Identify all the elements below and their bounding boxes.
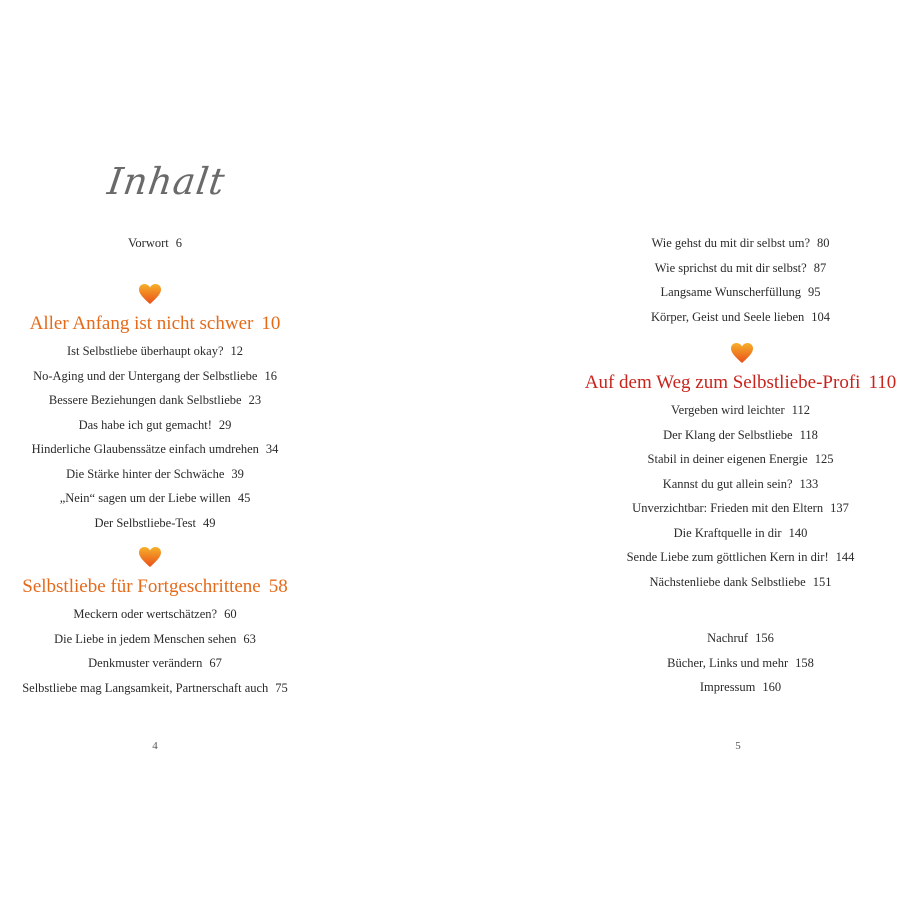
- toc-entry[interactable]: [568, 476, 913, 492]
- toc-entry[interactable]: [0, 343, 310, 359]
- toc-entry[interactable]: [0, 631, 310, 647]
- toc-entry[interactable]: [568, 235, 913, 251]
- entry-label: Ist Selbstliebe überhaupt okay?: [66, 344, 224, 358]
- toc-entry[interactable]: [0, 466, 310, 482]
- entry-page: 118: [799, 427, 818, 442]
- entry-page: 112: [791, 403, 810, 417]
- entry-label: Nächstenliebe dank Selbstliebe: [649, 574, 806, 589]
- section-heading-3[interactable]: [568, 372, 913, 394]
- toc-entry[interactable]: [0, 417, 310, 433]
- entry-page: 6: [175, 236, 182, 250]
- section-title: Auf dem Weg zum Selbstliebe-Profi: [584, 372, 861, 393]
- entry-label: Körper, Geist und Seele lieben: [650, 309, 805, 324]
- entry-label: Stabil in deiner eigenen Energie: [647, 452, 808, 466]
- entry-page: 60: [224, 607, 237, 621]
- entry-label: „Nein“ sagen um der Liebe willen: [59, 491, 231, 505]
- entry-label: Sende Liebe zum göttlichen Kern in dir!: [626, 550, 829, 564]
- entry-label: Kannst du gut allein sein?: [662, 476, 793, 491]
- entry-page: 160: [762, 680, 782, 694]
- entry-label: Die Kraftquelle in dir: [673, 525, 782, 540]
- entry-page: 34: [265, 442, 279, 456]
- section-title: Selbstliebe für Fortgeschrittene: [22, 576, 261, 597]
- toc-entry[interactable]: [568, 309, 913, 325]
- section-title: Aller Anfang ist nicht schwer: [29, 313, 254, 334]
- entry-label: Wie sprichst du mit dir selbst?: [654, 260, 807, 275]
- entry-label: Der Selbstliebe-Test: [94, 515, 197, 530]
- entry-label: No-Aging und der Untergang der Selbstliebe: [33, 368, 258, 383]
- entry-page: 23: [248, 393, 262, 407]
- toc-entry[interactable]: [568, 260, 913, 276]
- toc-entry[interactable]: [568, 574, 913, 590]
- entry-label: Denkmuster verändern: [88, 656, 203, 670]
- entry-page: 125: [814, 452, 834, 466]
- section-page: 58: [268, 576, 288, 597]
- toc-entry[interactable]: [568, 451, 913, 467]
- entry-page: 133: [799, 476, 819, 491]
- toc-entry[interactable]: [568, 427, 913, 443]
- heart-icon: [138, 546, 162, 568]
- page-number: 4: [152, 740, 158, 752]
- entry-label: Der Klang der Selbstliebe: [663, 427, 793, 442]
- entry-page: 75: [275, 680, 288, 695]
- entry-label: Bücher, Links und mehr: [667, 655, 789, 670]
- entry-label: Langsame Wunscherfüllung: [660, 285, 802, 299]
- section-page: 110: [868, 372, 897, 393]
- section-heading-2[interactable]: [0, 576, 310, 598]
- toc-entry[interactable]: [568, 549, 913, 565]
- entry-label: Meckern oder wertschätzen?: [73, 607, 218, 621]
- entry-page: 16: [264, 368, 277, 383]
- toc-entry[interactable]: [568, 630, 913, 646]
- entry-page: 63: [243, 631, 256, 646]
- entry-label: Vergeben wird leichter: [671, 403, 785, 417]
- entry-label: Die Liebe in jedem Menschen sehen: [54, 631, 237, 646]
- entry-page: 29: [218, 417, 232, 432]
- page-number: 5: [735, 740, 741, 752]
- entry-label: Impressum: [699, 680, 756, 694]
- toc-entry[interactable]: [568, 525, 913, 541]
- heart-icon: [730, 342, 754, 364]
- entry-page: 67: [209, 656, 222, 670]
- toc-entry-vorwort[interactable]: [0, 235, 310, 251]
- toc-entry[interactable]: [0, 606, 310, 622]
- entry-label: Hinderliche Glaubenssätze einfach umdrehen: [31, 442, 259, 456]
- toc-entry[interactable]: [0, 441, 310, 457]
- toc-entry[interactable]: [0, 515, 310, 531]
- toc-entry[interactable]: [568, 679, 913, 695]
- entry-page: 45: [237, 491, 251, 505]
- entry-label: Selbstliebe mag Langsamkeit, Partnerschaft auch: [22, 680, 269, 695]
- entry-page: 87: [813, 260, 827, 275]
- entry-label: Die Stärke hinter der Schwäche: [66, 466, 225, 481]
- toc-entry[interactable]: [568, 402, 913, 418]
- toc-entry[interactable]: [568, 655, 913, 671]
- toc-entry[interactable]: [568, 284, 913, 300]
- toc-entry[interactable]: [0, 392, 310, 408]
- entry-page: 137: [830, 501, 849, 515]
- toc-entry[interactable]: [0, 490, 310, 506]
- page-title: Inhalt: [104, 160, 229, 203]
- entry-page: 156: [755, 631, 774, 645]
- toc-entry[interactable]: [0, 680, 310, 696]
- entry-page: 80: [817, 236, 830, 250]
- entry-page: 95: [808, 285, 821, 299]
- entry-label: Bessere Beziehungen dank Selbstliebe: [48, 393, 242, 407]
- entry-page: 12: [230, 344, 244, 358]
- toc-entry[interactable]: [568, 500, 913, 516]
- entry-page: 158: [795, 655, 814, 670]
- entry-page: 140: [788, 525, 808, 540]
- entry-label: Nachruf: [707, 631, 749, 645]
- right-page: [568, 0, 913, 913]
- entry-label: Wie gehst du mit dir selbst um?: [651, 236, 810, 250]
- entry-page: 144: [835, 550, 855, 564]
- entry-page: 49: [203, 515, 216, 530]
- toc-entry[interactable]: [0, 368, 310, 384]
- section-heading-1[interactable]: [0, 313, 310, 335]
- heart-icon: [138, 283, 162, 305]
- entry-label: Vorwort: [128, 236, 169, 250]
- section-page: 10: [261, 313, 281, 334]
- entry-label: Das habe ich gut gemacht!: [78, 417, 212, 432]
- toc-entry[interactable]: [0, 655, 310, 671]
- entry-label: Unverzichtbar: Frieden mit den Eltern: [632, 501, 824, 515]
- entry-page: 104: [811, 309, 831, 324]
- left-page: [0, 0, 310, 913]
- entry-page: 39: [231, 466, 244, 481]
- entry-page: 151: [812, 574, 832, 589]
